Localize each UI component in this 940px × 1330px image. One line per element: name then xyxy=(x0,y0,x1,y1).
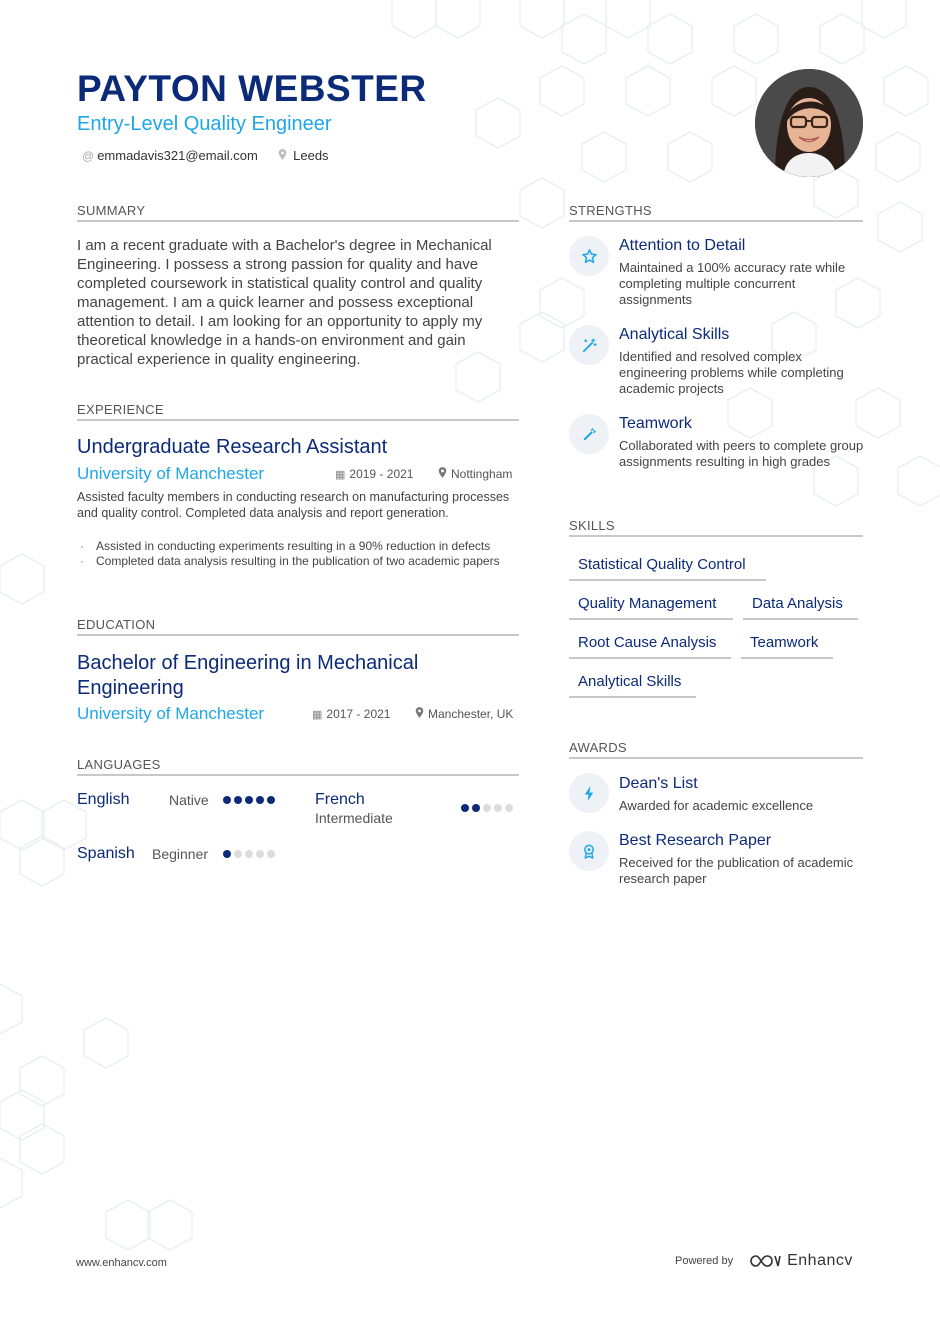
education-dates xyxy=(312,707,390,721)
enhancv-logo-icon xyxy=(749,1253,781,1269)
location-text: Leeds xyxy=(293,148,329,163)
language-level: Native xyxy=(169,792,209,808)
calendar-icon: ▦ xyxy=(335,468,346,481)
list-item: · Completed data analysis resulting in the publication of two academic papers xyxy=(77,554,522,569)
calendar-icon: ▦ xyxy=(312,708,323,721)
location-pin-icon xyxy=(438,467,447,481)
strength-title: Teamwork xyxy=(619,415,692,432)
rating-dot xyxy=(483,804,491,812)
email-text: emmadavis321@email.com xyxy=(97,148,258,163)
education-organization: University of Manchester xyxy=(77,704,265,723)
email-contact[interactable] xyxy=(82,148,258,163)
magic-icon xyxy=(569,325,609,365)
job-title: Undergraduate Research Assistant xyxy=(77,436,388,458)
skill-tag: Teamwork xyxy=(741,634,833,659)
language-name: English xyxy=(77,791,130,808)
award-title: Dean's List xyxy=(619,775,698,792)
skill-tag: Statistical Quality Control xyxy=(569,556,766,581)
strength-description: Collaborated with peers to complete group assignments resulting in high grades xyxy=(619,438,864,469)
rating-dot xyxy=(267,850,275,858)
star-icon xyxy=(569,236,609,276)
awards-section-title: AWARDS xyxy=(569,740,863,759)
job-location-text: Nottingham xyxy=(451,467,513,481)
award-title: Best Research Paper xyxy=(619,832,772,849)
profile-photo xyxy=(755,69,863,177)
rating-dot xyxy=(505,804,513,812)
enhancv-logo[interactable] xyxy=(749,1252,853,1270)
summary-text: I am a recent graduate with a Bachelor's degree in Mechanical Engineering. I possess a strong passion for quality and have completed coursework in statistical quality control and quality management. I am a quick learner and possess exceptional attention to detail. I am looking for an opportunity to apply my theoretical knowledge in a hands-on environment and gain practical experience in quality engineering. xyxy=(77,237,492,368)
strength-title: Attention to Detail xyxy=(619,237,746,254)
at-icon: @ xyxy=(82,149,95,163)
contact-info xyxy=(82,148,329,163)
rating-dot xyxy=(267,796,275,804)
skills-section-title: SKILLS xyxy=(569,518,863,537)
summary-section-title: SUMMARY xyxy=(77,203,519,222)
language-level: Beginner xyxy=(152,846,209,862)
job-dates-text: 2019 - 2021 xyxy=(349,467,414,481)
education-section-title: EDUCATION xyxy=(77,617,519,636)
education-location xyxy=(415,707,513,721)
powered-by-text: Powered by xyxy=(675,1255,734,1267)
strengths-section-title: STRENGTHS xyxy=(569,203,863,222)
rating-dot xyxy=(234,850,242,858)
rating-dot xyxy=(245,796,253,804)
language-rating xyxy=(223,796,275,804)
bolt-icon xyxy=(569,773,609,813)
experience-section-title: EXPERIENCE xyxy=(77,402,519,421)
job-location xyxy=(438,467,512,481)
footer-branding xyxy=(675,1252,853,1270)
language-rating xyxy=(461,804,513,812)
education-location-text: Manchester, UK xyxy=(428,707,514,721)
skill-tag: Root Cause Analysis xyxy=(569,634,731,659)
rating-dot xyxy=(256,850,264,858)
candidate-name: PAYTON WEBSTER xyxy=(77,68,427,109)
job-organization: University of Manchester xyxy=(77,464,265,483)
strength-description: Identified and resolved complex engineering problems while completing academic projects xyxy=(619,349,844,396)
language-name: French xyxy=(315,791,365,808)
rating-dot xyxy=(494,804,502,812)
brand-name: Enhancv xyxy=(787,1252,853,1269)
rating-dot xyxy=(461,804,469,812)
degree-title: Bachelor of Engineering in Mechanical Engineering xyxy=(77,652,419,699)
language-name: Spanish xyxy=(77,845,135,862)
location-pin-icon xyxy=(415,707,424,721)
skill-tag: Analytical Skills xyxy=(569,673,696,698)
languages-section-title: LANGUAGES xyxy=(77,757,519,776)
candidate-role: Entry-Level Quality Engineer xyxy=(77,113,332,135)
language-level: Intermediate xyxy=(315,810,393,826)
rating-dot xyxy=(245,850,253,858)
location-contact xyxy=(278,148,329,163)
education-dates-text: 2017 - 2021 xyxy=(326,707,391,721)
skill-tag: Quality Management xyxy=(569,595,733,620)
list-item: · Assisted in conducting experiments resulting in a 90% reduction in defects xyxy=(77,539,522,554)
location-pin-icon xyxy=(278,149,290,163)
job-description: Assisted faculty members in conducting research on manufacturing processes and quality control. Completed data analysis and report generation. xyxy=(77,490,510,520)
wand-icon xyxy=(569,414,609,454)
award-description: Received for the publication of academic research paper xyxy=(619,855,854,886)
rating-dot xyxy=(256,796,264,804)
award-description: Awarded for academic excellence xyxy=(619,798,814,813)
rating-dot xyxy=(223,850,231,858)
job-bullets xyxy=(77,539,522,569)
rating-dot xyxy=(223,796,231,804)
strength-title: Analytical Skills xyxy=(619,326,730,343)
strength-description: Maintained a 100% accuracy rate while completing multiple concurrent assignments xyxy=(619,260,846,307)
language-rating xyxy=(223,850,275,858)
medal-icon xyxy=(569,831,609,871)
footer-website-link[interactable]: www.enhancv.com xyxy=(76,1257,167,1269)
rating-dot xyxy=(472,804,480,812)
rating-dot xyxy=(234,796,242,804)
job-dates xyxy=(335,467,413,481)
skill-tag: Data Analysis xyxy=(743,595,858,620)
